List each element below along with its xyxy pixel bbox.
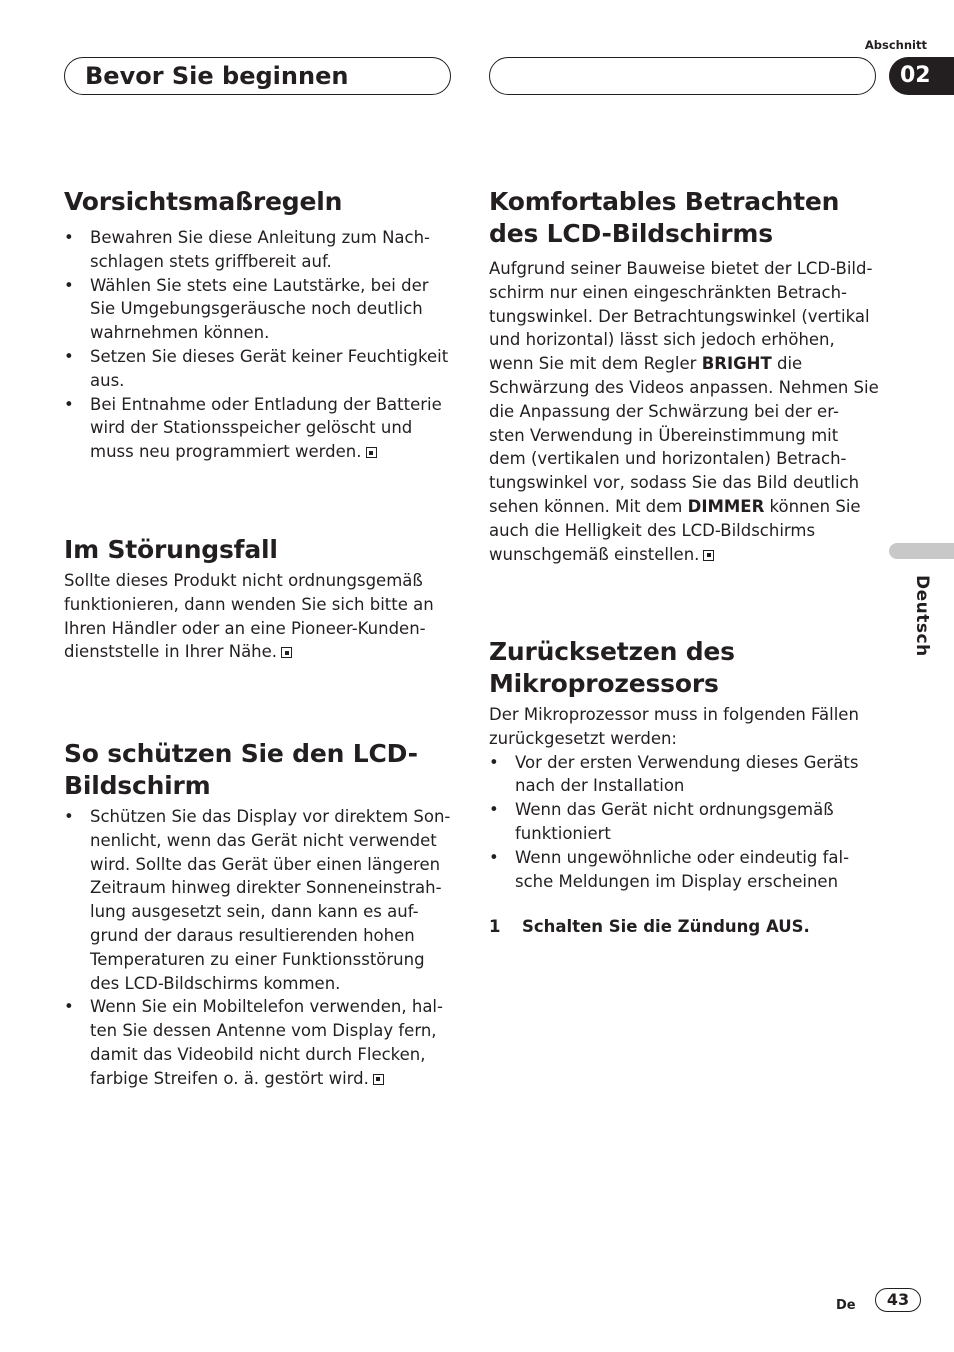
list-item: • Wenn ungewöhnliche oder eindeutig fal- sche Meldungen im Display erscheinen: [489, 846, 879, 894]
heading-zuruecksetzen: Zurücksetzen des Mikroprozessors: [489, 637, 735, 698]
heading-komfortables-betrachten: Komfortables Betrachten des LCD-Bildschirms: [489, 187, 840, 248]
list-item: [64, 393, 454, 464]
end-mark-icon: [366, 447, 377, 458]
footer-language: De: [836, 1298, 856, 1313]
step-number: 1: [489, 917, 501, 937]
chapter-label: Abschnitt: [864, 38, 927, 52]
language-tab-label: Deutsch: [912, 575, 932, 657]
list-item: • Schützen Sie das Display vor direktem Son- nenlicht, wenn das Gerät nicht verwendet wird. Sollte das Gerät über einen längeren Zeitraum hinweg direkter Sonneneinstrah- lung ausgesetzt sein, dann kann es auf- grund der daraus resultierenden hohen Temperaturen zu einer Funktionsstörung des LCD-Bildschirms kommen.: [64, 805, 454, 995]
list-item-text: Bei Entnahme oder Entladung der Batterie wird der Stationsspeicher gelöscht und muss neu programmiert werden.: [90, 394, 442, 462]
end-mark-icon: [373, 1074, 384, 1085]
list-item: • Setzen Sie dieses Gerät keiner Feuchtigkeit aus.: [64, 345, 454, 393]
paragraph: [489, 257, 879, 566]
section-komfortables-betrachten: [489, 186, 879, 566]
step-1: [489, 915, 879, 939]
paragraph-text: Aufgrund seiner Bauweise bietet der LCD-Bild- schirm nur einen eingeschränkten Betrach- tungswinkel. Der Betrachtungswinkel (vertikal und horizontal) lässt sich jedoch erhöhen, wenn Sie mit dem Regler: [489, 259, 873, 374]
section-header: [64, 57, 451, 95]
paragraph: Der Mikroprozessor muss in folgenden Fällen zurückgesetzt werden:: [489, 705, 859, 748]
section-zuruecksetzen: [489, 636, 879, 939]
list-item: • Vor der ersten Verwendung dieses Geräts nach der Installation: [489, 751, 879, 799]
control-name-dimmer: DIMMER: [687, 496, 765, 516]
page-number: 43: [875, 1288, 921, 1312]
list-item: • Bewahren Sie diese Anleitung zum Nach- schlagen stets griffbereit auf.: [64, 226, 454, 274]
paragraph-text: können Sie auch die Helligkeit des LCD-Bildschirms wunschgemäß einstellen.: [489, 496, 861, 564]
section-stoerungsfall: [64, 534, 454, 664]
end-mark-icon: [281, 647, 292, 658]
control-name-bright: BRIGHT: [701, 354, 772, 374]
list-item: • Wählen Sie stets eine Lautstärke, bei der Sie Umgebungsgeräusche noch deutlich wahrnehmen können.: [64, 274, 454, 345]
header-blank-pill: [489, 57, 876, 95]
paragraph: [64, 569, 454, 664]
paragraph-text: die Schwärzung des Videos anpassen. Nehmen Sie die Anpassung der Schwärzung bei der er- sten Verwendung in Übereinstimmung mit dem (vertikalen und horizontalen) Betrach- tungswinkel vor, sodass Sie das Bild deutlich sehen können. Mit dem: [489, 354, 879, 516]
end-mark-icon: [703, 550, 714, 561]
paragraph-text: Sollte dieses Produkt nicht ordnungsgemäß funktionieren, dann wenden Sie sich bitte an Ihren Händler oder an eine Pioneer-Kunden- dienststelle in Ihrer Nähe.: [64, 571, 434, 662]
precautions-list: [64, 226, 454, 464]
list-item: • Wenn das Gerät nicht ordnungsgemäß funktioniert: [489, 798, 879, 846]
heading-stoerungsfall: Im Störungsfall: [64, 535, 278, 564]
section-vorsichtsmassregeln: [64, 186, 454, 464]
chapter-number: 02: [889, 57, 954, 95]
reset-conditions-list: [489, 751, 879, 894]
list-item-text: Wenn Sie ein Mobiltelefon verwenden, hal- ten Sie dessen Antenne vom Display fern, damit das Videobild nicht durch Flecken, farbige Streifen o. ä. gestört wird.: [90, 997, 443, 1088]
heading-vorsichtsmassregeln: Vorsichtsmaßregeln: [64, 187, 343, 216]
list-item: [64, 995, 454, 1090]
section-title: Bevor Sie beginnen: [85, 62, 349, 90]
step-text: Schalten Sie die Zündung AUS.: [522, 917, 810, 937]
lcd-protection-list: [64, 805, 454, 1091]
language-tab-bar: [889, 543, 954, 559]
heading-lcd-schutz: So schützen Sie den LCD- Bildschirm: [64, 739, 418, 800]
section-lcd-schutz: [64, 738, 454, 1091]
